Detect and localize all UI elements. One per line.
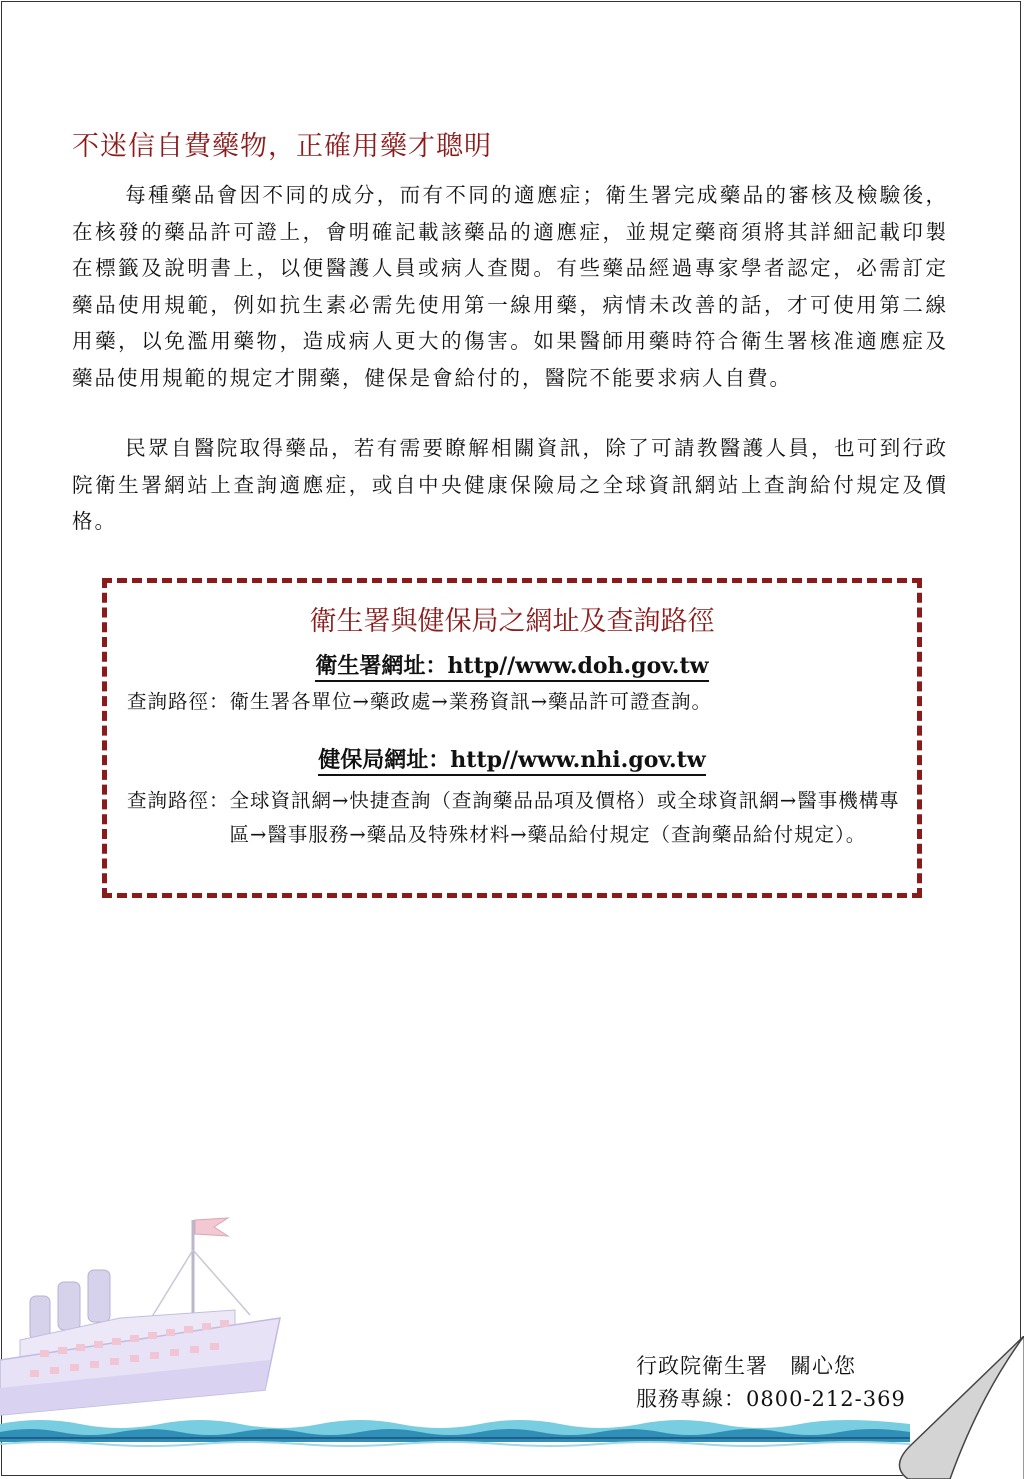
footer-hotline: 服務專線：0800-212-369 <box>636 1387 906 1411</box>
nhi-route-text: 全球資訊網→快捷查詢（查詢藥品品項及價格）或全球資訊網→醫事機構專區→醫事服務→藥品及特殊材料→藥品給付規定（查詢藥品給付規定）。 <box>229 789 900 846</box>
page-curl-corner <box>890 1336 1024 1479</box>
nhi-route-label: 查詢路徑： <box>127 789 230 812</box>
wave-decoration <box>0 1412 910 1452</box>
doh-site-url[interactable]: http//www.doh.gov.tw <box>447 653 709 679</box>
nhi-query-route <box>127 784 907 852</box>
doh-site-label: 衛生署網址： <box>315 653 448 679</box>
paragraph-1: 每種藥品會因不同的成分，而有不同的適應症；衛生署完成藥品的審核及檢驗後，在核發的藥品許可證上，會明確記載該藥品的適應症，並規定藥商須將其詳細記載印製在標籤及說明書上，以便醫護人員或病人查閱。有些藥品經過專家學者認定，必需訂定藥品使用規範，例如抗生素必需先使用第一線用藥，病情未改善的話，才可使用第二線用藥，以免濫用藥物，造成病人更大的傷害。如果醫師用藥時符合衛生署核准適應症及藥品使用規範的規定才開藥，健保是會給付的，醫院不能要求病人自費。 <box>72 183 948 390</box>
doh-query-route <box>127 685 907 719</box>
nhi-site-heading <box>107 743 917 774</box>
paragraph-2: 民眾自醫院取得藥品，若有需要瞭解相關資訊，除了可請教醫護人員，也可到行政院衛生署網站上查詢適應症，或自中央健康保險局之全球資訊網站上查詢給付規定及價格。 <box>72 436 948 533</box>
footer-org-line: 行政院衛生署 關心您 <box>636 1354 856 1378</box>
info-box <box>102 578 922 898</box>
info-box-title: 衛生署與健保局之網址及查詢路徑 <box>309 606 715 637</box>
doh-site-heading <box>107 649 917 680</box>
footer <box>636 1350 906 1416</box>
doh-route-text: 衛生署各單位→藥政處→業務資訊→藥品許可證查詢。 <box>229 690 713 713</box>
page-title: 不迷信自費藥物，正確用藥才聰明 <box>72 131 492 162</box>
doh-route-label: 查詢路徑： <box>127 690 230 713</box>
nhi-site-url[interactable]: http//www.nhi.gov.tw <box>450 747 706 773</box>
ship-illustration <box>0 1210 310 1430</box>
nhi-site-label: 健保局網址： <box>318 747 451 773</box>
